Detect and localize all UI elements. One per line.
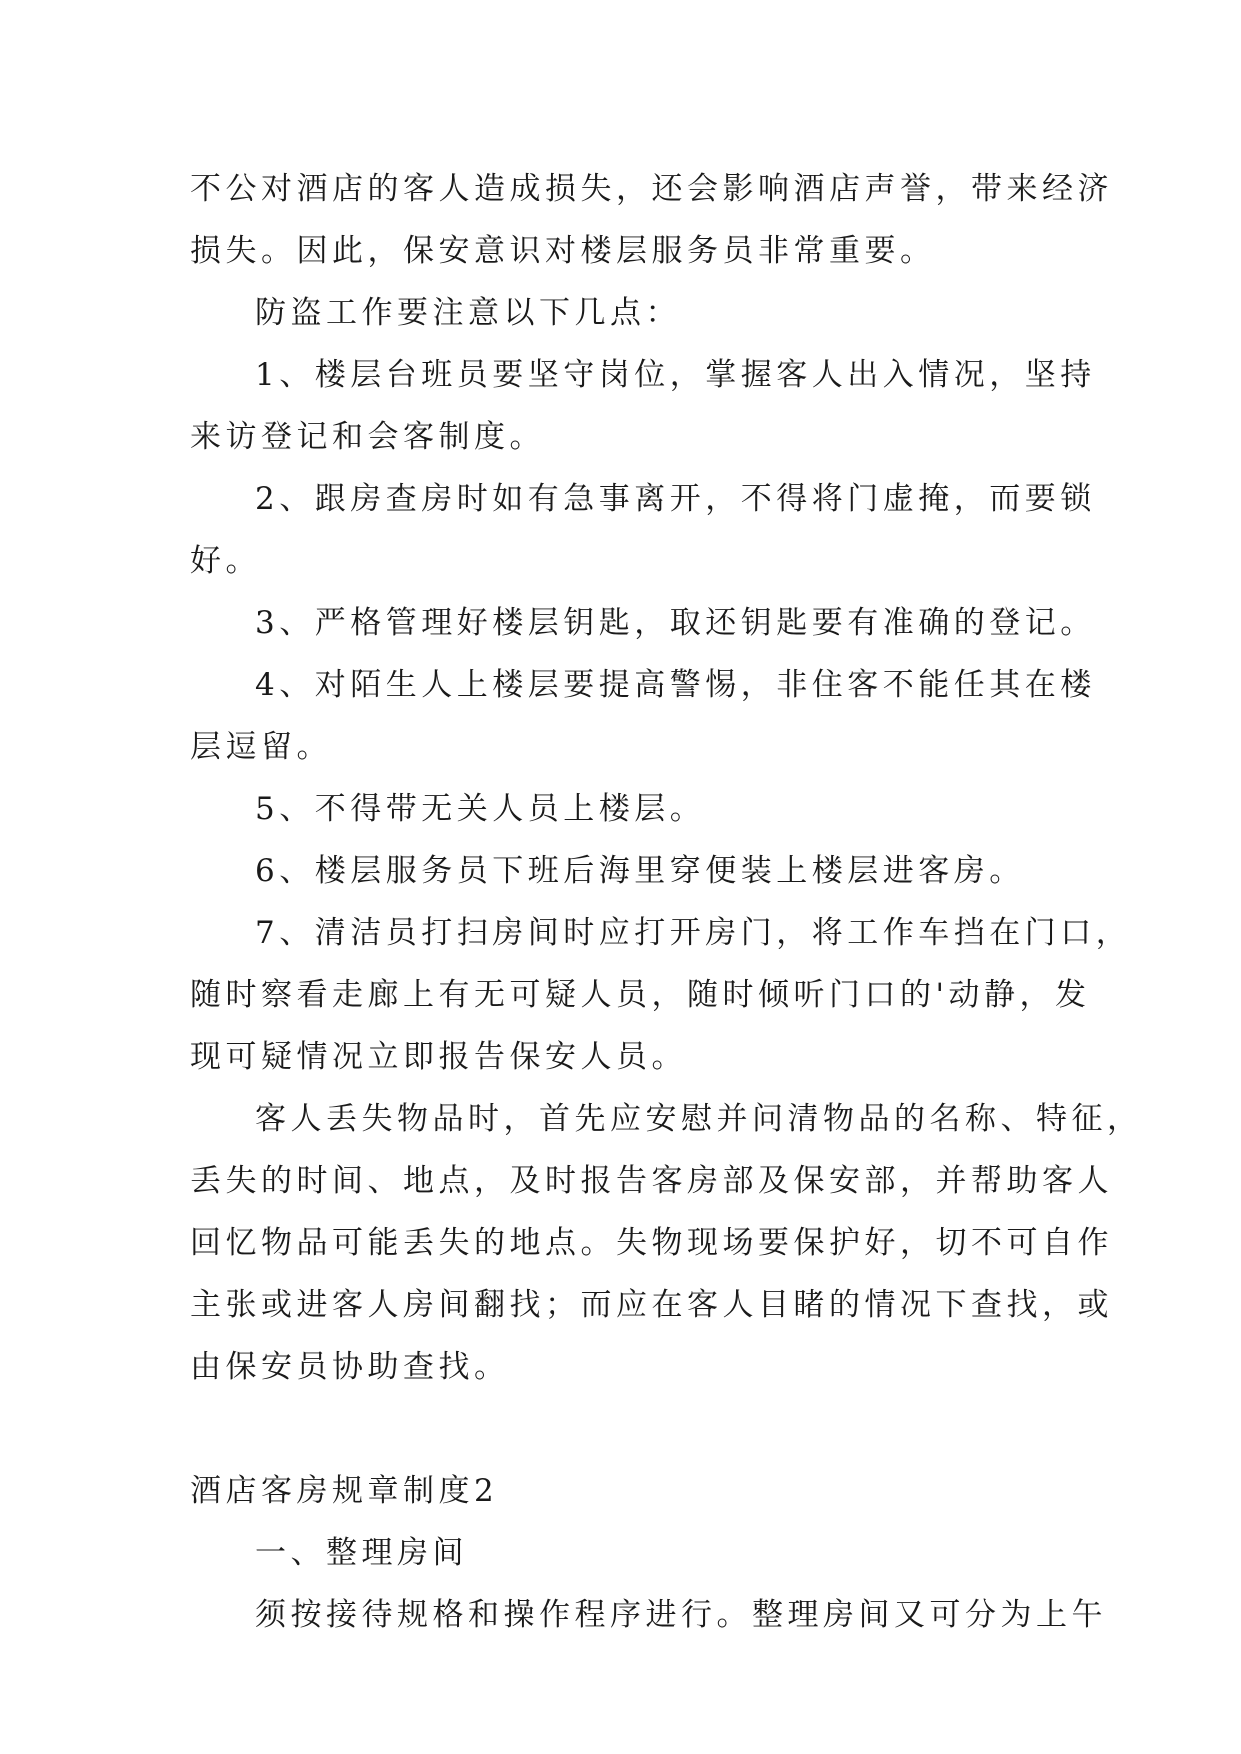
list-item-2: 2、跟房查房时如有急事离开，不得将门虚掩，而要锁 <box>255 481 1096 517</box>
text-line: 不公对酒店的客人造成损失，还会影响酒店声誉，带来经济 <box>190 171 1113 207</box>
list-item-3: 3、严格管理好楼层钥匙，取还钥匙要有准确的登记。 <box>255 605 1096 641</box>
text-line: 现可疑情况立即报告保安人员。 <box>190 1039 687 1075</box>
text-line: 损失。因此，保安意识对楼层服务员非常重要。 <box>190 233 936 269</box>
text-line: 由保安员协助查找。 <box>190 1349 510 1385</box>
list-item-4: 4、对陌生人上楼层要提高警惕，非住客不能任其在楼 <box>255 667 1096 703</box>
text-line: 随时察看走廊上有无可疑人员，随时倾听门口的'动静，发 <box>190 977 1091 1013</box>
document-page <box>190 158 1143 1646</box>
subsection-heading: 一、整理房间 <box>255 1535 468 1571</box>
text-line: 层逗留。 <box>190 729 332 765</box>
paragraph-intro: 防盗工作要注意以下几点： <box>255 295 681 331</box>
section-title: 酒店客房规章制度2 <box>190 1473 499 1509</box>
list-item-6: 6、楼层服务员下班后海里穿便装上楼层进客房。 <box>255 853 1025 889</box>
text-line: 回忆物品可能丢失的地点。失物现场要保护好，切不可自作 <box>190 1225 1113 1261</box>
text-line: 来访登记和会客制度。 <box>190 419 545 455</box>
section-gap <box>190 1398 1052 1460</box>
text-line: 丢失的时间、地点，及时报告客房部及保安部，并帮助客人 <box>190 1163 1113 1199</box>
list-item-7: 7、清洁员打扫房间时应打开房门，将工作车挡在门口， <box>255 915 1132 951</box>
text-line: 主张或进客人房间翻找；而应在客人目睹的情况下查找，或 <box>190 1287 1113 1323</box>
list-item-5: 5、不得带无关人员上楼层。 <box>255 791 706 827</box>
text-line: 好。 <box>190 543 261 579</box>
list-item-1: 1、楼层台班员要坚守岗位，掌握客人出入情况，坚持 <box>255 357 1096 393</box>
paragraph-lost-items: 客人丢失物品时，首先应安慰并问清物品的名称、特征， <box>255 1101 1143 1137</box>
paragraph-room-cleaning: 须按接待规格和操作程序进行。整理房间又可分为上午 <box>255 1597 1107 1633</box>
